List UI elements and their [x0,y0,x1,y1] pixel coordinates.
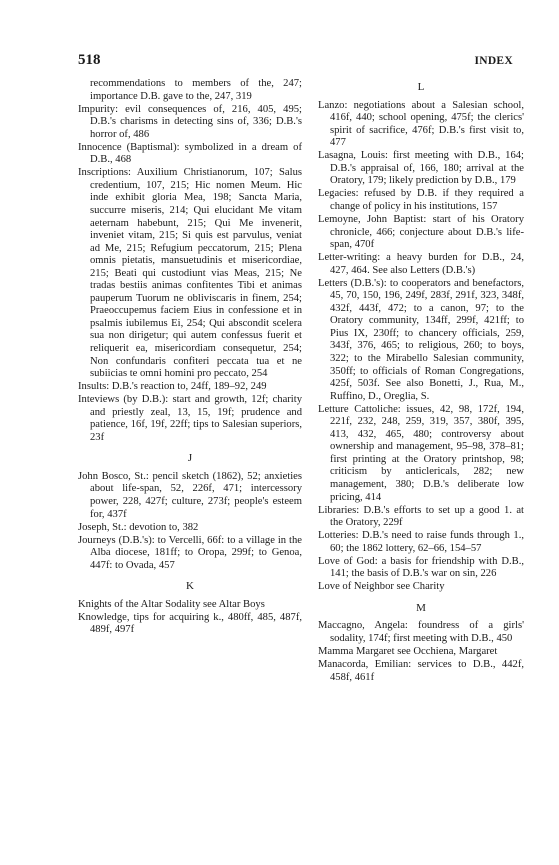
index-entry: Innocence (Baptismal): symbolized in a dream of D.B., 468 [78,141,302,166]
section-letter-k: K [186,580,194,593]
index-entry: Lasagna, Louis: first meeting with D.B., 164; D.B.'s appraisal of, 166, 180; arrival at the Oratory, 179; likely prediction by D.B., 179 [318,150,524,187]
index-entry: Lanzo: negotiations about a Salesian school, 416f, 440; school opening, 475f; the clerics' spirit of sacrifice, 476f; D.B.'s first visit to, 477 [318,99,524,149]
index-entry: Lemoyne, John Baptist: start of his Oratory chronicle, 466; conjecture about D.B.'s life-span, 470f [318,213,524,251]
index-entry: Love of God: a basis for friendship with D.B., 141; the basis of D.B.'s war on sin, 226 [318,555,524,580]
running-title: INDEX [474,55,513,67]
index-entry: Libraries: D.B.'s efforts to set up a good 1. at the Oratory, 229f [318,504,524,529]
index-column-left [78,78,302,637]
section-letter-m: M [416,601,426,614]
index-entry: Knowledge, tips for acquiring k., 480ff, 485, 487f, 489f, 497f [78,611,302,636]
index-entry: Inscriptions: Auxilium Christianorum, 107; Salus credentium, 107, 215; Hic nomen Meum. Hic inde exhibit gloria Mea, 198; Sancta Maria, succurre miseris, 214; Qui elucidant Me vitam aeternam habebunt, 215; Qui Me invenerit, inveniet vitam, 215; Si quis est parvulus, veniat ad Me, 215; Refugium peccatorum, 215; Plena omnis pietatis, mansuetudinis et misericordiae, 215; Beati qui custodiunt vias Meas, 215; Ne tradas bestiis animas confitentes Tibi et animas pauperum Tuorum ne obliviscaris in finem, 254; Praeoccupemus faciem Eius in confessione et in psalmis iubilemus Ei, 254; Qui abscondit scelera sua non dirigetur; qui autem confessus fuerit et reliquerit ea, misericordiam consequetur, 254; Non confundaris confiteri peccata tua et ne subiicias te omni homini pro peccato, 254 [78,167,302,380]
index-entry: Love of Neighbor see Charity [318,581,445,593]
section-letter-l: L [417,81,425,93]
index-entry: Legacies: refused by D.B. if they required a change of policy in his institutions, 157 [318,188,524,212]
index-entry: Inteviews (by D.B.): start and growth, 12f; charity and priestly zeal, 13, 15, 19f; prudence and patience, 16f, 19f, 22ff; tips to Salesian superiors, 23f [78,394,302,443]
index-entry: Joseph, St.: devotion to, 382 [78,521,199,533]
index-entry: Journeys (D.B.'s): to Vercelli, 66f: to a village in the Alba diocese, 181ff; to Oropa, 299f; to Genoa, 447f: to Ovada, 457 [78,534,302,571]
index-entry: Letters (D.B.'s): to cooperators and benefactors, 45, 70, 150, 196, 249f, 283f, 291f, 323, 348f, 432f, 443f, 472; to a canon, 97; to the Oratory community, 134ff, 299f, 421ff; to Pius IX, 230ff; to chancery officials, 259, 343f, 376, 465; to religious, 260; to boys, 322; to the Mirabello Salesian community, 350ff; to officials of Roman Congregations, 425f, 503f. See also Bonetti, J., Rua, M., Ruffino, D., Oreglia, S. [318,277,524,402]
index-entry: Maccagno, Angela: foundress of a girls' sodality, 174f; first meeting with D.B., 450 [318,620,524,644]
index-entry: Knights of the Altar Sodality see Altar Boys [78,598,265,610]
section-letter-j: J [187,452,193,465]
index-column-right [318,78,524,685]
index-entry: Manacorda, Emilian: services to D.B., 442f, 458f, 461f [318,659,524,683]
index-entry: John Bosco, St.: pencil sketch (1862), 52; anxieties about life-span, 52, 226f, 471; intercessory power, 228, 427f; culture, 273f; people's esteem for, 437f [78,470,302,520]
index-entry: Insults: D.B.'s reaction to, 24ff, 189–92, 249 [78,381,267,393]
page-number: 518 [78,52,101,68]
index-entry: Mamma Margaret see Occhiena, Margaret [318,646,498,658]
index-entry-continuation: recommendations to members of the, 247; importance D.B. gave to the, 247, 319 [90,78,302,102]
index-entry: Lotteries: D.B.'s need to raise funds through 1., 60; the 1862 lottery, 62–66, 154–57 [318,530,524,554]
index-entry: Letture Cattoliche: issues, 42, 98, 172f, 194, 221f, 232, 248, 259, 319, 357, 380f, 395, 413, 432, 465, 480; controversy about ownership and management, 95–98, 378–81; first printing at the Oratory printshop, 98; criticism by anticlericals, 282; new management, 380; D.B.'s deliberate low pricing, 414 [318,403,524,503]
index-entry: Letter-writing: a heavy burden for D.B., 24, 427, 464. See also Letters (D.B.'s) [318,252,524,276]
index-entry: Impurity: evil consequences of, 216, 405, 495; D.B.'s charisms in detecting sins of, 336; D.B.'s horror of, 486 [78,103,302,140]
